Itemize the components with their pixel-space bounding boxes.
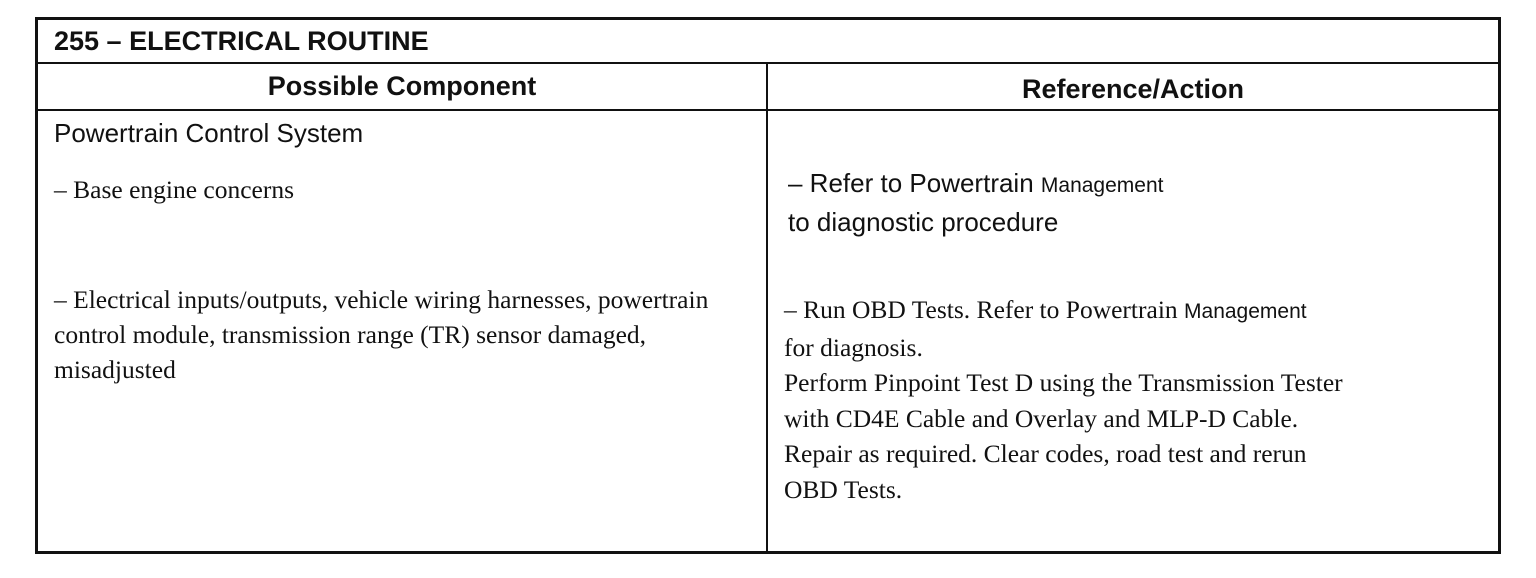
action-text-small: Management: [1184, 300, 1307, 323]
column-header-reference-action: Reference/Action: [1021, 74, 1245, 104]
action-text-line: for diagnosis.: [784, 332, 923, 362]
action-text-line: with CD4E Cable and Overlay and MLP-D Cable.: [784, 403, 1299, 433]
component-item-base-engine: – Base engine concerns: [54, 175, 295, 204]
table-title: 255 – ELECTRICAL ROUTINE: [54, 26, 429, 56]
column-divider: [766, 64, 768, 551]
diagnostic-table: [35, 17, 1501, 554]
action-text-line: to diagnostic procedure: [788, 207, 1059, 237]
header-divider: [38, 109, 1498, 111]
action-text-line: OBD Tests.: [784, 474, 903, 504]
action-text-small: Management: [1040, 174, 1164, 197]
action-item-electrical: [784, 292, 1484, 507]
action-text-line: Perform Pinpoint Test D using the Transmission Tester: [784, 368, 1343, 397]
action-text-line: [784, 292, 1484, 330]
column-header-possible-component: Possible Component: [267, 71, 537, 101]
action-item-base-engine: [788, 165, 1478, 240]
action-text: – Run OBD Tests. Refer to Powertrain: [784, 295, 1178, 324]
table-title-bar: [38, 20, 1498, 64]
action-text: – Refer to Powertrain: [788, 168, 1034, 198]
action-text-line: Repair as required. Clear codes, road test and rerun: [784, 439, 1307, 468]
component-item-electrical: – Electrical inputs/outputs, vehicle wiring harnesses, powertrain control module, transmission range (TR) sensor damaged, misadjusted: [54, 285, 709, 384]
system-name: Powertrain Control System: [54, 118, 364, 148]
